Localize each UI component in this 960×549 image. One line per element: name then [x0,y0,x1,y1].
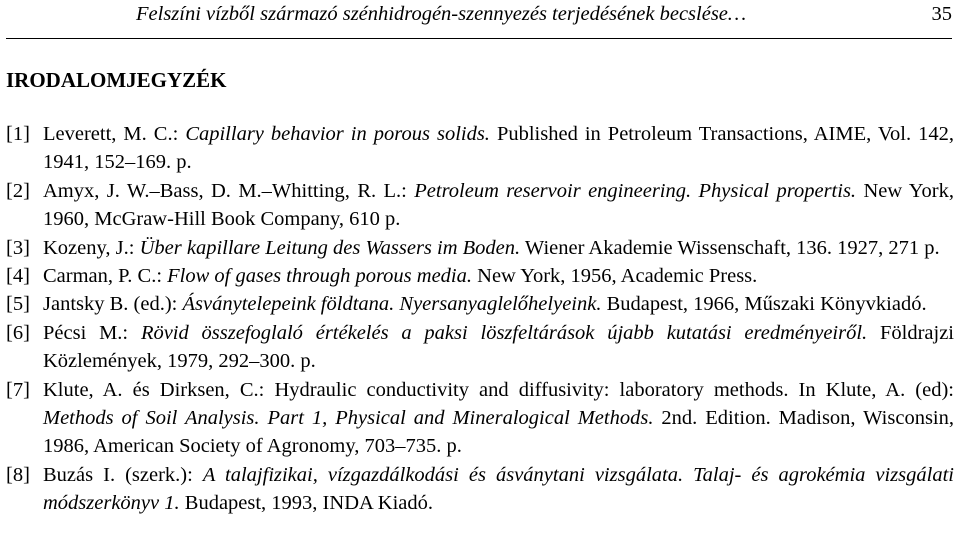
reference-number: [1] [6,123,30,145]
reference-text [43,234,954,262]
reference-citation: 2nd. Edition. Madison, Wisconsin, 1986, American Society of Agronomy, 703–735. p. [43,407,954,458]
reference-citation: Carman, P. C.: [43,265,168,288]
reference-citation: New York, 1960, McGraw-Hill Book Company, 610 p. [43,179,954,231]
reference-title: Capillary behavior in porous solids. [185,123,490,145]
reference-title: Petroleum reservoir engineering. Physical propertis. [414,179,857,202]
reference-citation: Amyx, J. W.–Bass, D. M.–Whitting, R. L.: [43,179,415,202]
reference-number: [5] [6,293,30,316]
reference-number: [3] [6,236,30,259]
reference-citation: Budapest, 1993, INDA Kiadó. [179,492,434,515]
reference-item [6,319,954,376]
reference-item [6,461,954,518]
reference-item [6,376,954,461]
reference-number: [8] [6,463,30,486]
reference-text [43,461,954,518]
reference-citation: Published in Petroleum Transactions, AIME, Vol. 142, 1941, 152–169. p. [43,123,954,174]
reference-title: Methods of Soil Analysis. Part 1, Physical and Mineralogical Methods. [43,407,654,430]
reference-text [43,319,954,376]
running-header [6,2,952,39]
reference-title: Ásványtelepeink földtana. Nyersanyaglelőhelyeink. [182,293,602,316]
reference-number: [2] [6,179,30,202]
reference-item [6,120,954,177]
reference-title: Rövid összefoglaló értékelés a paksi löszfeltárások újabb kutatási eredményeiről. [140,321,868,344]
reference-text [43,177,954,234]
reference-citation: Wiener Akademie Wissenschaft, 136. 1927, 271 p. [520,236,940,259]
reference-citation: Földrajzi Közlemények, 1979, 292–300. p. [43,321,955,373]
reference-number: [4] [6,265,30,288]
reference-number: [7] [6,378,30,401]
reference-citation: New York, 1956, Academic Press. [472,265,758,288]
reference-title: Über kapillare Leitung des Wassers im Boden. [139,236,521,259]
reference-citation: Buzás I. (szerk.): [43,463,203,486]
section-title: IRODALOMJEGYZÉK [6,68,227,92]
reference-citation: Kozeny, J.: [43,236,140,259]
reference-title: A talajfizikai, vízgazdálkodási és ásványtani vizsgálata. Talaj- és agrokémia vizsgálati módszerkönyv 1. [43,463,954,515]
page-number: 35 [931,3,952,25]
reference-list [6,120,954,518]
reference-citation: Klute, A. és Dirksen, C.: Hydraulic conductivity and diffusivity: laboratory methods. In Klute, A. (ed): [43,378,954,401]
reference-item [6,262,954,290]
reference-citation: Budapest, 1966, Műszaki Könyvkiadó. [601,293,927,316]
reference-item [6,290,954,318]
header-title: Felszíni vízből származó szénhidrogén-szennyezés terjedésének becslése… [136,3,747,25]
reference-text [43,262,954,290]
reference-citation: Leverett, M. C.: [43,123,186,145]
reference-text [43,120,954,177]
reference-text [43,290,954,318]
reference-title: Flow of gases through porous media. [167,265,473,288]
reference-number: [6] [6,321,30,344]
reference-text [43,376,954,461]
reference-citation: Jantsky B. (ed.): [43,293,183,316]
reference-citation: Pécsi M.: [43,321,141,344]
reference-item [6,234,954,262]
reference-item [6,177,954,234]
